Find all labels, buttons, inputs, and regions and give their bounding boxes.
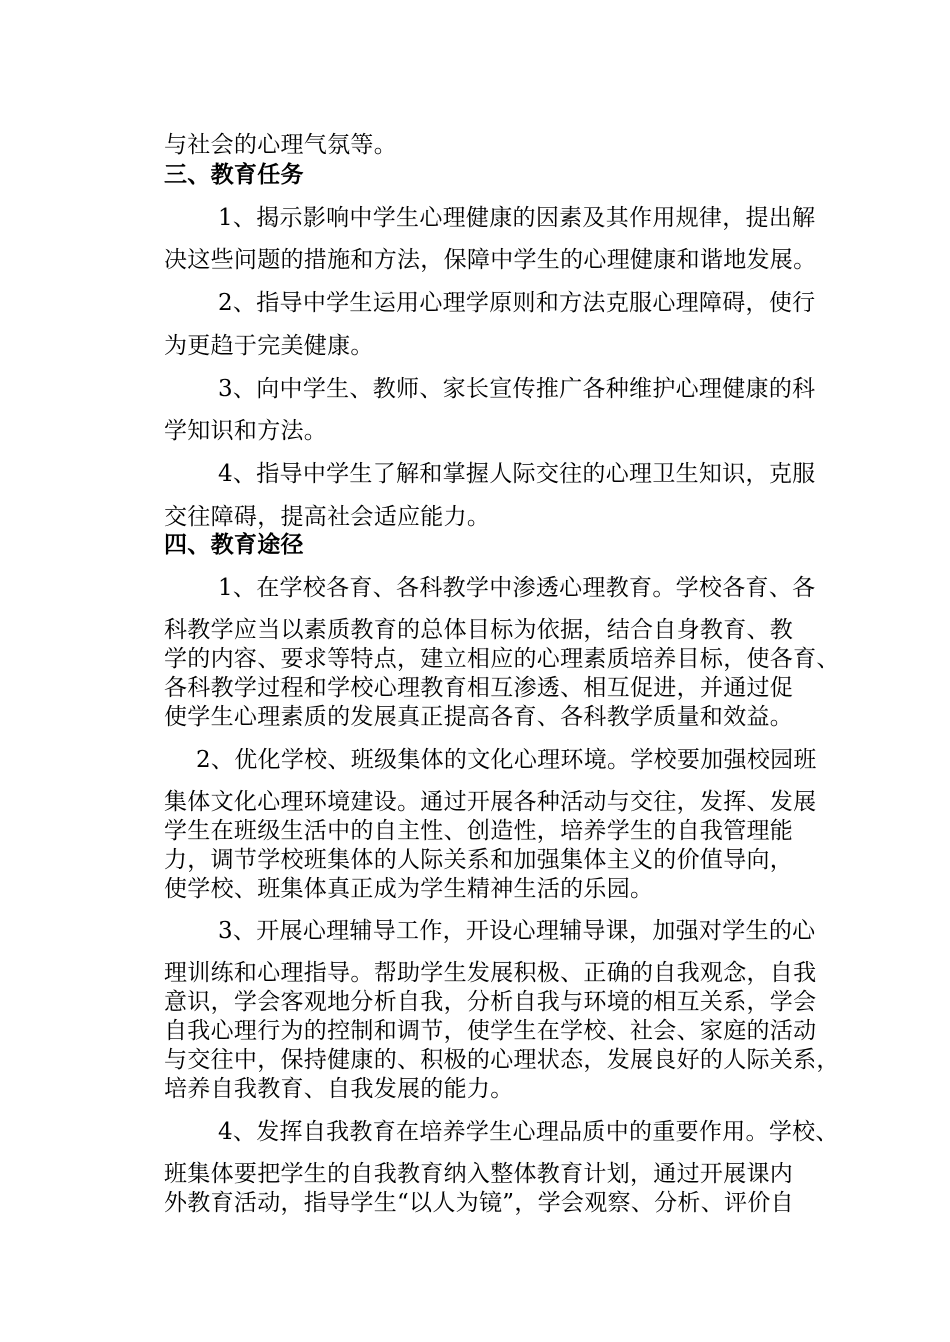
body-line: 集体文化心理环境建设。通过开展各种活动与交往，发挥、发展 <box>164 789 817 815</box>
body-line: 力，调节学校班集体的人际关系和加强集体主义的价值导向， <box>164 847 794 873</box>
body-line: 培养自我教育、自我发展的能力。 <box>164 1076 514 1102</box>
body-line: 为更趋于完美健康。 <box>164 333 374 359</box>
body-line: 学知识和方法。 <box>164 418 328 444</box>
section-heading-approaches: 四、教育途径 <box>164 532 304 558</box>
body-line: 理训练和心理指导。帮助学生发展积极、正确的自我观念，自我 <box>164 960 817 986</box>
body-line: 与交往中，保持健康的、积极的心理状态，发展良好的人际关系， <box>164 1047 840 1073</box>
body-line: 4、发挥自我教育在培养学生心理品质中的重要作用。学校、 <box>218 1119 839 1145</box>
body-line: 学生在班级生活中的自主性、创造性，培养学生的自我管理能 <box>164 818 794 844</box>
body-line: 3、向中学生、教师、家长宣传推广各种维护心理健康的科 <box>218 376 816 402</box>
body-line: 1、揭示影响中学生心理健康的因素及其作用规律，提出解 <box>218 205 816 231</box>
body-line: 3、开展心理辅导工作，开设心理辅导课，加强对学生的心 <box>218 918 816 944</box>
body-line: 使学校、班集体真正成为学生精神生活的乐园。 <box>164 876 654 902</box>
body-line: 意识，学会客观地分析自我，分析自我与环境的相互关系，学会 <box>164 989 817 1015</box>
body-line: 与社会的心理气氛等。 <box>164 132 397 158</box>
body-line: 班集体要把学生的自我教育纳入整体教育计划，通过开展课内 <box>164 1161 794 1187</box>
body-line: 科教学应当以素质教育的总体目标为依据，结合自身教育、教 <box>164 617 794 643</box>
body-line: 各科教学过程和学校心理教育相互渗透、相互促进，并通过促 <box>164 675 794 701</box>
body-line: 决这些问题的措施和方法，保障中学生的心理健康和谐地发展。 <box>164 247 817 273</box>
body-line: 1、在学校各育、各科教学中渗透心理教育。学校各育、各 <box>218 575 816 601</box>
section-heading-tasks: 三、教育任务 <box>164 162 304 188</box>
body-line: 学的内容、要求等特点，建立相应的心理素质培养目标，使各育、 <box>164 646 840 672</box>
body-line: 2、优化学校、班级集体的文化心理环境。学校要加强校园班 <box>196 747 817 773</box>
body-line: 使学生心理素质的发展真正提高各育、各科教学质量和效益。 <box>164 704 794 730</box>
body-line: 4、指导中学生了解和掌握人际交往的心理卫生知识，克服 <box>218 461 816 487</box>
body-line: 2、指导中学生运用心理学原则和方法克服心理障碍，使行 <box>218 290 816 316</box>
body-line: 自我心理行为的控制和调节，使学生在学校、社会、家庭的活动 <box>164 1018 817 1044</box>
body-line: 外教育活动，指导学生“以人为镜”，学会观察、分析、评价自 <box>164 1190 794 1216</box>
body-line: 交往障碍，提高社会适应能力。 <box>164 504 491 530</box>
